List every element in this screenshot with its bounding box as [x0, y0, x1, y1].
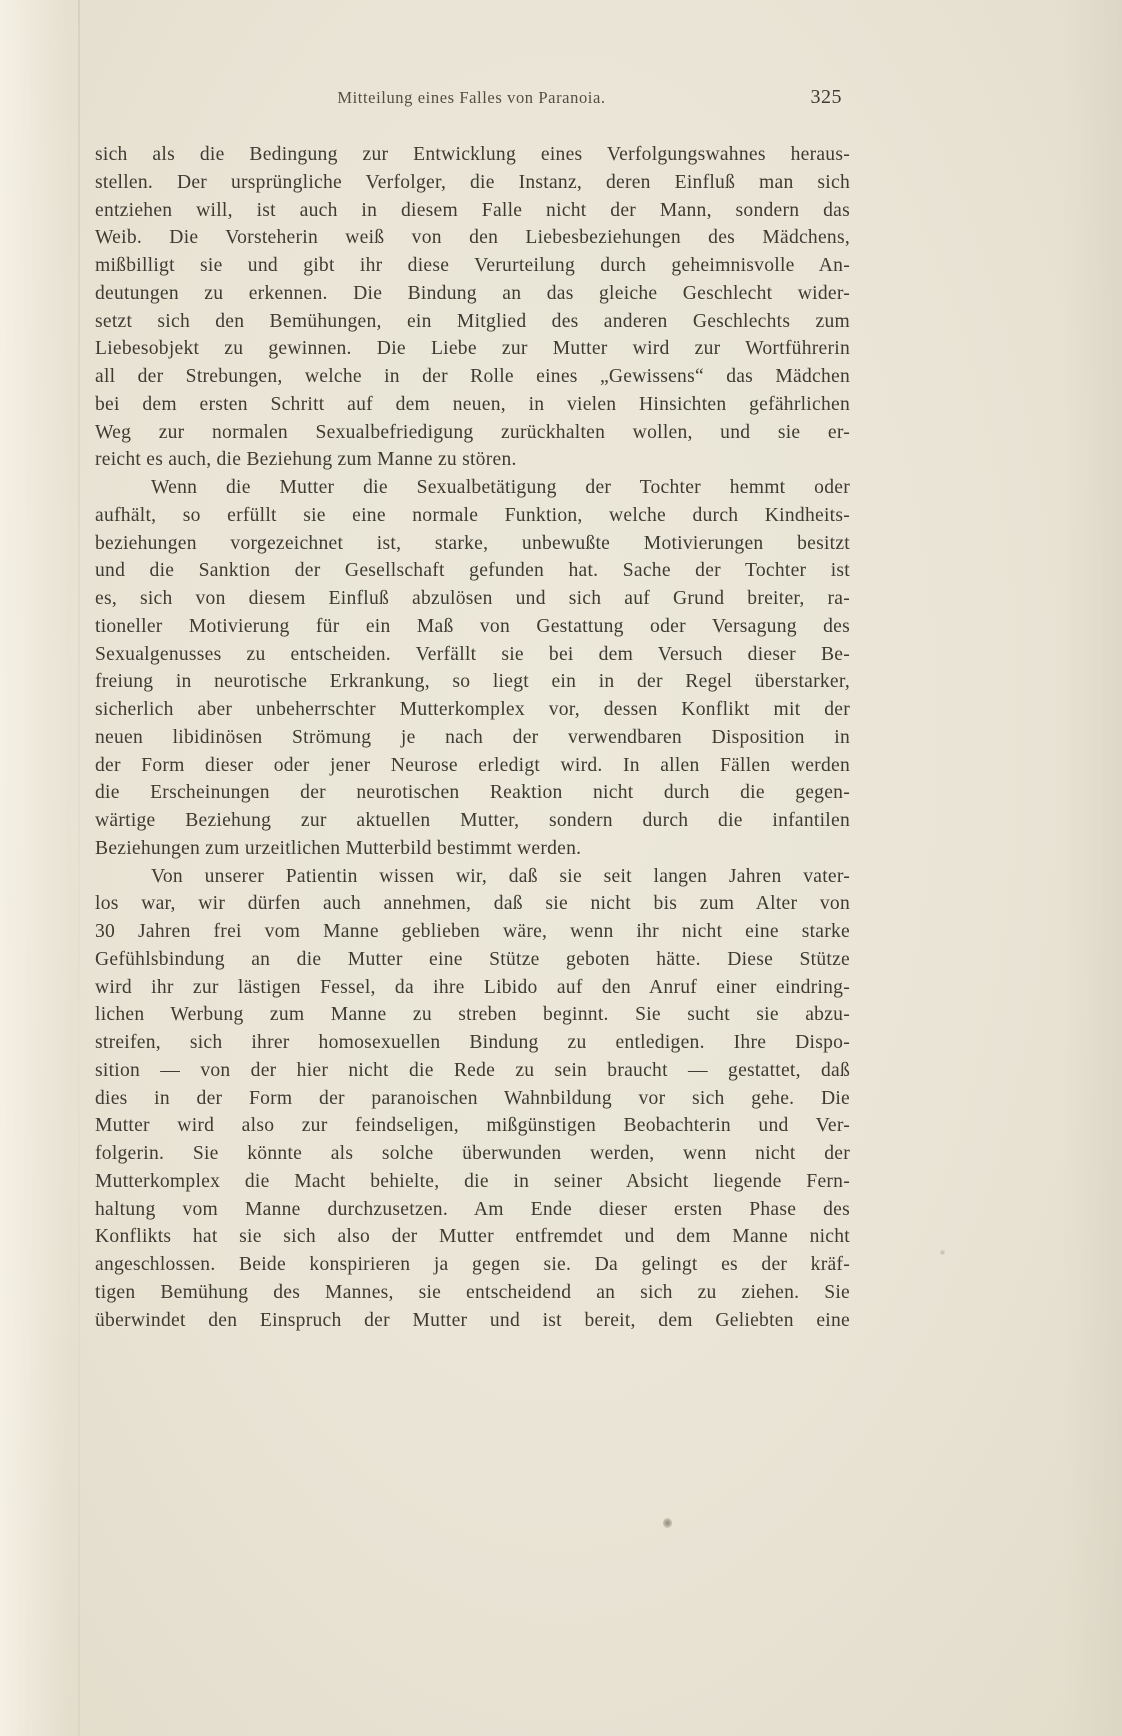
text-line: sicherlich aber unbeherrschter Mutterkomplex vor, dessen Konflikt mit der	[95, 699, 850, 720]
text-line: die Erscheinungen der neurotischen Reaktion nicht durch die gegen-	[95, 782, 850, 804]
text-line: neuen libidinösen Strömung je nach der verwendbaren Disposition in	[95, 726, 850, 748]
text-line: Weib. Die Vorsteherin weiß von den Liebesbeziehungen des Mädchens,	[95, 227, 850, 249]
text-line: wird ihr zur lästigen Fessel, da ihre Libido auf den Anruf einer eindring-	[95, 976, 850, 998]
text-line: Wenn die Mutter die Sexualbetätigung der Tochter hemmt oder	[151, 477, 850, 498]
running-title: Mitteilung eines Falles von Paranoia.	[337, 88, 606, 107]
text-line: Weg zur normalen Sexualbefriedigung zurückhalten wollen, und sie er-	[95, 421, 850, 443]
text-line: deutungen zu erkennen. Die Bindung an das gleiche Geschlecht wider-	[95, 282, 850, 304]
text-line: und die Sanktion der Gesellschaft gefunden hat. Sache der Tochter ist	[95, 560, 850, 582]
text-line: Mutterkomplex die Macht behielte, die in seiner Absicht liegende Fern-	[95, 1170, 850, 1192]
page-text	[95, 141, 850, 1334]
text-line: freiung in neurotische Erkrankung, so liegt ein in der Regel überstarker,	[95, 671, 850, 693]
text-line: lichen Werbung zum Manne zu streben beginnt. Sie sucht sie abzu-	[95, 1004, 850, 1026]
page-crease	[78, 0, 80, 1736]
text-line: sich als die Bedingung zur Entwicklung eines Verfolgungswahnes heraus-	[95, 144, 850, 165]
text-line: Beziehungen zum urzeitlichen Mutterbild bestimmt werden.	[95, 837, 582, 859]
text-line: stellen. Der ursprüngliche Verfolger, die Instanz, deren Einfluß man sich	[95, 171, 850, 193]
text-line: es, sich von diesem Einfluß abzulösen und sich auf Grund breiter, ra-	[95, 588, 850, 609]
text-line: aufhält, so erfüllt sie eine normale Funktion, welche durch Kindheits-	[95, 504, 850, 526]
text-line: mißbilligt sie und gibt ihr diese Verurteilung durch geheimnisvolle An-	[95, 255, 850, 276]
page-number: 325	[810, 86, 842, 108]
text-line: 30 Jahren frei vom Manne geblieben wäre, wenn ihr nicht eine starke	[95, 921, 850, 942]
text-line: setzt sich den Bemühungen, ein Mitglied des anderen Geschlechts zum	[95, 310, 850, 332]
text-line: entziehen will, ist auch in diesem Falle nicht der Mann, sondern das	[95, 199, 850, 221]
text-line: angeschlossen. Beide konspirieren ja gegen sie. Da gelingt es der kräf-	[95, 1254, 850, 1275]
text-line: reicht es auch, die Beziehung zum Manne zu stören.	[95, 449, 517, 471]
text-line: bei dem ersten Schritt auf dem neuen, in vielen Hinsichten gefährlichen	[95, 393, 850, 415]
text-line: Sexualgenusses zu entscheiden. Verfällt sie bei dem Versuch dieser Be-	[95, 643, 850, 665]
text-line: überwindet den Einspruch der Mutter und ist bereit, dem Geliebten eine	[95, 1309, 850, 1331]
text-line: sition — von der hier nicht die Rede zu sein braucht — gestattet, daß	[95, 1059, 850, 1081]
scan-speck	[940, 1250, 945, 1255]
text-line: Gefühlsbindung an die Mutter eine Stütze geboten hätte. Diese Stütze	[95, 948, 850, 970]
text-line: los war, wir dürfen auch annehmen, daß sie nicht bis zum Alter von	[95, 893, 850, 915]
text-line: Mutter wird also zur feindseligen, mißgünstigen Beobachterin und Ver-	[95, 1115, 850, 1137]
running-head	[95, 88, 848, 114]
text-line: dies in der Form der paranoischen Wahnbildung vor sich gehe. Die	[95, 1087, 850, 1109]
text-line: Konflikts hat sie sich also der Mutter entfremdet und dem Manne nicht	[95, 1226, 850, 1248]
scan-speck	[663, 1518, 672, 1528]
text-line: wärtige Beziehung zur aktuellen Mutter, sondern durch die infantilen	[95, 810, 850, 831]
text-line: beziehungen vorgezeichnet ist, starke, unbewußte Motivierungen besitzt	[95, 532, 850, 554]
text-line: haltung vom Manne durchzusetzen. Am Ende dieser ersten Phase des	[95, 1198, 850, 1220]
text-line: Von unserer Patientin wissen wir, daß sie seit langen Jahren vater-	[151, 865, 850, 887]
text-line: tioneller Motivierung für ein Maß von Gestattung oder Versagung des	[95, 615, 850, 637]
text-line: all der Strebungen, welche in der Rolle eines „Gewissens“ das Mädchen	[95, 366, 850, 387]
text-line: folgerin. Sie könnte als solche überwunden werden, wenn nicht der	[95, 1143, 850, 1164]
text-line: tigen Bemühung des Mannes, sie entscheidend an sich zu ziehen. Sie	[95, 1281, 850, 1303]
text-line: Liebesobjekt zu gewinnen. Die Liebe zur Mutter wird zur Wortführerin	[95, 338, 850, 360]
text-line: der Form dieser oder jener Neurose erledigt wird. In allen Fällen werden	[95, 754, 850, 776]
text-line: streifen, sich ihrer homosexuellen Bindung zu entledigen. Ihre Dispo-	[95, 1032, 850, 1053]
